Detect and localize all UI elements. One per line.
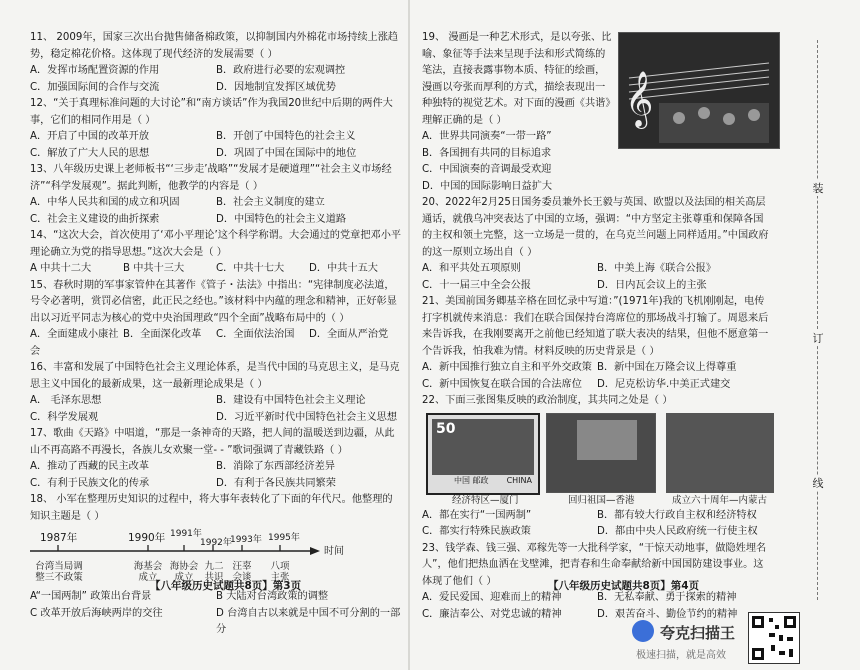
question-15: 15、春秋时期的军事家管仲在其著作《管子・法法》中指出：“宪律制度必法道，号令必著明，赏罚必信密，此正民之经也。”该材料中内蕴的理念和精神，正好彰显出以习近平同志为核心的党中央治国理政“四个全面”战略布局中的（ ） [30, 279, 397, 324]
timeline-year: 1987年 [40, 532, 78, 544]
option: C．新中国恢复在联合国的合法席位 [422, 378, 582, 390]
option: B．开创了中国特色的社会主义 [216, 131, 356, 142]
qr-code-icon [748, 612, 800, 664]
option: D．习近平新时代中国特色社会主义思想 [216, 411, 398, 423]
binding-char: 线 [808, 475, 828, 491]
options-20 [422, 261, 772, 294]
timeline-year: 1995年 [268, 533, 300, 543]
binding-char: 装 [808, 180, 828, 196]
option: C．十一届三中全会公报 [422, 279, 531, 291]
option: B．政府进行必要的宏观调控 [216, 65, 346, 76]
option: A．推动了西藏的民主改革 [30, 461, 150, 472]
options-15 [30, 327, 402, 360]
option: B．建设有中国特色社会主义理论 [216, 395, 366, 406]
question-14: 14、“这次大会，首次使用了‘邓小平理论’这个科学称谓。大会通过的党章把邓小平理论确立为党的指导思想。”这次大会是（ ） [30, 230, 402, 258]
option: D．中国的国际影响日益扩大 [422, 180, 553, 192]
timeline-event: 台湾当局调整三不政策 [35, 561, 83, 583]
question-11: 11、 2009年，国家三次出台抛售储备棉政策，以抑制国内外棉花市场持续上涨趋势，稳定棉花价格。这体现了现代经济的发展需要（ ） [30, 32, 399, 60]
timeline-year: 1990年 [128, 532, 166, 544]
option: C．解放了广大人民的思想 [30, 147, 150, 159]
option: D．艰苦奋斗、勤俭节约的精神 [597, 608, 738, 620]
stamp-country-en: CHINA [506, 476, 532, 485]
question-13: 13、八年级历史课上老师板书“‘三步走’战略”“发展才是硬道理”“社会主义市场经济”“科学发展观”。据此判断，他教学的内容是（ ） [30, 164, 392, 192]
question-18: 18、 小军在整理历史知识的过程中，将大事年表转化了下面的年代尺。他整理的知识主题是（ ） [30, 494, 393, 522]
options-16 [30, 393, 402, 426]
option: C．有利于民族文化的传承 [30, 477, 150, 489]
inner-mongolia-photo [666, 413, 774, 493]
photo-strip [422, 413, 772, 505]
option: A 中共十二大 [30, 263, 92, 274]
question-17: 17、歌曲《天路》中唱道，“那是一条神奇的天路，把人间的温暖送到边疆，从此山不再高路不再漫长，各族儿女欢聚一堂- - ”歌词强调了青藏铁路（ ） [30, 428, 395, 456]
question-22: 22、下面三张图集反映的政治制度，其共同之处是（ ） [422, 395, 673, 406]
option: A．和平共处五项原则 [422, 263, 521, 274]
brand-slogan: 极速扫描，就是高效 [636, 650, 726, 661]
question-19: 19、 漫画是一种艺术形式，是以夸张、比喻、象征等手法来呈现手法和形式简练的笔法，直接表露事物本质、特征的绘画，漫画以夸张而厚利的方式，描绘表现出一种独特的视觉艺术。对下面的漫画《共谐》理解正确的是（ ） [422, 32, 612, 126]
option: D．巩固了中国在国际中的地位 [216, 147, 357, 159]
option: B．全面深化改革 [123, 329, 202, 340]
timeline-event: 九二共识 [204, 561, 224, 583]
option: D．都由中央人民政府统一行使主权 [597, 526, 758, 537]
option: C．全面依法治国 [216, 329, 295, 340]
option: A． 毛泽东思想 [30, 395, 102, 406]
option: C．中国演奏的音调最受欢迎 [422, 164, 552, 175]
option: D．中共十五大 [309, 263, 378, 274]
options-14 [30, 261, 402, 278]
options-21 [422, 360, 772, 393]
option: D 台湾自古以来就是中国不可分割的一部分 [216, 607, 401, 635]
option: A．都在实行“一国两制” [422, 509, 532, 521]
binding-margin [798, 40, 838, 600]
options-11 [30, 63, 402, 96]
svg-text:𝄞: 𝄞 [625, 71, 654, 127]
brand-name: 夸克扫描王 [660, 624, 736, 642]
option: D．中国特色的社会主义道路 [216, 213, 347, 225]
option: A“一国两制” 政策出台背景 [30, 591, 152, 602]
question-21: 21、美国前国务卿基辛格在回忆录中写道：”(1971年)我的飞机刚刚起，电传打字机就传来消息：我们在联合国保持台湾席位的那场战斗打输了。周恩来后来告诉我，在我刚要离开之前他已经知道了联大表决的结果，但他不愿意第一个告诉我，怕我难为情。材料反映的历史背景是（ ） [422, 296, 769, 357]
stamp-country: 中国 邮政 [454, 476, 489, 485]
option: A．爱民爱国、迎难而上的精神 [422, 592, 562, 603]
timeline-event: 海基会成立 [133, 561, 163, 583]
page-footer-right: 【八年级历史试题共8页】第4页 [548, 580, 700, 592]
inset-portrait [577, 420, 637, 460]
option: A．发挥市场配置资源的作用 [30, 65, 160, 76]
photo-caption: 回归祖国—香港 [568, 494, 635, 506]
timeline-year: 1992年 [200, 538, 232, 548]
comic-illustration [618, 32, 780, 149]
option: B．社会主义制度的建立 [216, 197, 325, 208]
binding-line [817, 40, 819, 600]
option: D．尼克松访华.中美正式建交 [597, 378, 731, 390]
option: A．新中国推行独立自主和平外交政策 [422, 362, 592, 373]
option: B．各国拥有共同的目标追求 [422, 147, 552, 159]
option: C．廉洁奉公、对党忠诚的精神 [422, 608, 562, 620]
option: B．都有较大行政自主权和经济特权 [597, 509, 757, 521]
option: B 中共十三大 [123, 263, 185, 274]
option: B．新中国在万隆会议上得尊重 [597, 362, 737, 373]
scanner-logo-icon [632, 620, 654, 642]
question-12: 12、“关于真理标准问题的大讨论”和“南方谈话”作为我国20世纪中后期的两件大事，它们的相同作用是（ ） [30, 98, 393, 126]
stamp-image [426, 413, 540, 495]
stamp-value: 50 [436, 420, 456, 437]
option: D．日内瓦会议上的主张 [597, 279, 707, 291]
option: D．因地制宜发挥区域优势 [216, 81, 336, 93]
photo-caption: 成立六十周年—内蒙古 [672, 494, 768, 506]
options-22 [422, 508, 772, 541]
option: A．中华人民共和国的成立和巩固 [30, 197, 180, 208]
options-12 [30, 129, 402, 162]
photo-caption: 经济特区—厦门 [452, 494, 519, 506]
options-17 [30, 459, 402, 492]
options-18 [30, 589, 402, 639]
option: D．全面从严治党 [309, 329, 389, 340]
option: C．科学发展观 [30, 411, 99, 423]
binding-char: 订 [808, 330, 828, 346]
page-divider [408, 0, 410, 670]
comic-drawing [619, 33, 779, 148]
option: A．世界共同演奏“一带一路” [422, 131, 552, 142]
option: B．消除了东西部经济差异 [216, 461, 336, 472]
qr-pattern [749, 613, 799, 663]
option: B．中美上海《联合公报》 [597, 263, 717, 274]
question-23: 23、钱学森、钱三强、邓稼先等一大批科学家，“干惊天动地事，做隐姓埋名人”，他们把热血洒在戈壁滩，把青春和生命奉献给新中国国防建设事业。这体现了他们（ ） [422, 542, 767, 587]
option: C．加强国际间的合作与交流 [30, 81, 160, 93]
option: B．无私奉献、勇于探索的精神 [597, 592, 737, 603]
option: D．有利于各民族共同繁荣 [216, 477, 336, 489]
options-13 [30, 195, 402, 228]
option: C．社会主义建设的曲折探索 [30, 213, 160, 225]
timeline-event: 海协会成立 [169, 561, 199, 583]
timeline-event: 汪辜会谈 [232, 561, 252, 583]
timeline-year: 1991年 [170, 529, 202, 539]
hongkong-photo [546, 413, 656, 493]
option: C．都实行特殊民族政策 [422, 526, 531, 537]
timeline-year: 1993年 [230, 535, 262, 545]
page-footer-left: 【八年级历史试题共8页】第3页 [150, 580, 302, 592]
option: C 改革开放后海峡两岸的交往 [30, 607, 163, 619]
option: C．中共十七大 [216, 263, 285, 274]
left-page [30, 30, 402, 639]
question-20: 20、2022年2月25日国务委员兼外长王毅与英国、欧盟以及法国的相关高层通话，就俄乌冲突表达了中国的立场，强调：“中方坚定主张尊重和保障各国的主权和领土完整，这一立场是一贯的，在乌克兰问题上同样适用。”中国政府的这一原则立场出自（ ） [422, 197, 769, 258]
option: A．全面建成小康社会 [30, 329, 119, 357]
option: A．开启了中国的改革开放 [30, 131, 150, 142]
timeline-event: 八项主张 [270, 561, 290, 583]
question-16: 16、丰富和发展了中国特色社会主义理论体系，是当代中国的马克思主义，是马克思主义中国化的最新成果，这一最新理论成果是（ ） [30, 362, 400, 390]
option: B 大陆对台湾政策的调整 [216, 591, 329, 602]
timeline-arrow-label: 时间 [324, 546, 344, 557]
